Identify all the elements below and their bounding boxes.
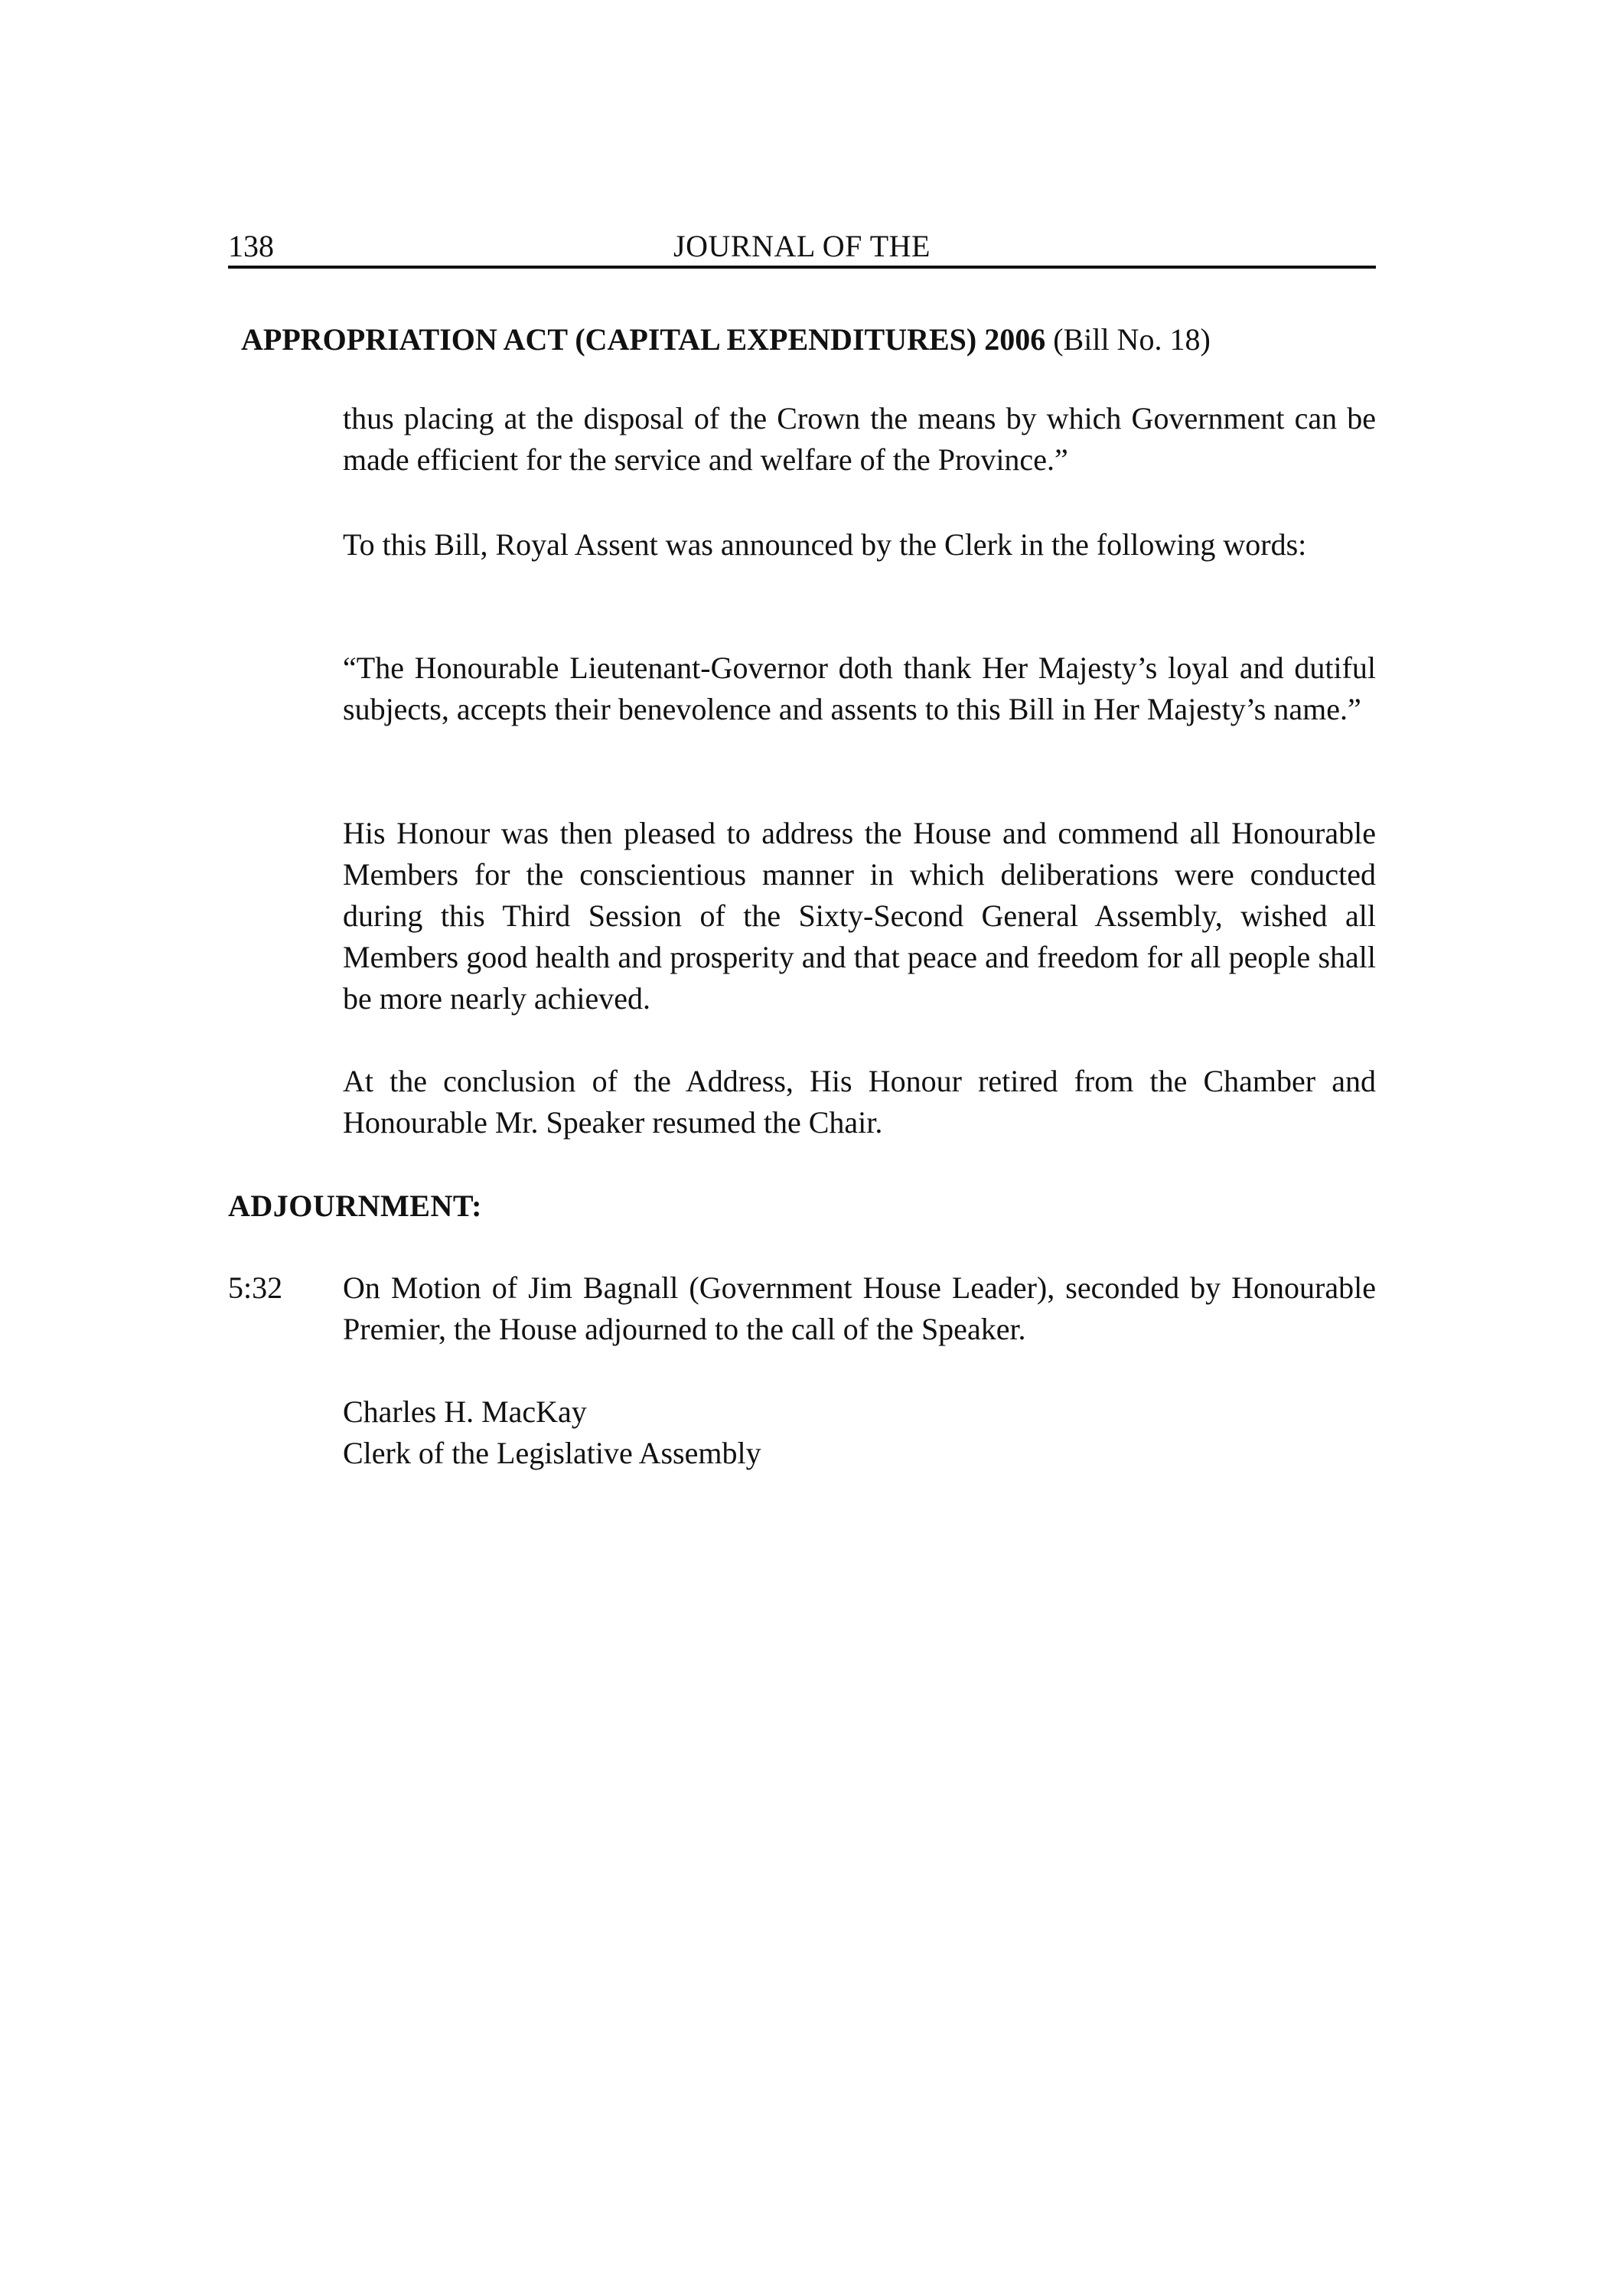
- paragraph-address: His Honour was then pleased to address the House and commend all Honourable Members for the conscientious manner in which deliberations were conducted during this Third Session of the Sixty-Second General Assembly, wished all Members good health and prosperity and that peace and freedom for all people shall be more nearly achieved.: [343, 816, 1376, 1016]
- adjournment-heading: ADJOURNMENT:: [228, 1189, 482, 1223]
- paragraph-assent-words: “The Honourable Lieutenant-Governor doth thank Her Majesty’s loyal and dutiful subjects, accepts their benevolence and assents to this Bill in Her Majesty’s name.”: [343, 651, 1376, 726]
- adjournment-time: 5:32: [228, 1270, 283, 1305]
- running-header: [228, 227, 1376, 266]
- paragraph-conclusion: At the conclusion of the Address, His Honour retired from the Chamber and Honourable Mr. Speaker resumed the Chair.: [343, 1064, 1376, 1140]
- clerk-title: Clerk of the Legislative Assembly: [343, 1436, 761, 1470]
- paragraph-crown-means: thus placing at the disposal of the Crown the means by which Government can be made efficient for the service and welfare of the Province.”: [343, 401, 1376, 477]
- header-rule: [228, 266, 1376, 269]
- journal-title: JOURNAL OF THE: [673, 229, 931, 263]
- bill-number: (Bill No. 18): [1045, 322, 1211, 357]
- paragraph-royal-assent: To this Bill, Royal Assent was announced by the Clerk in the following words:: [343, 527, 1307, 562]
- signature-block: [343, 1391, 761, 1474]
- clerk-name: Charles H. MacKay: [343, 1394, 587, 1429]
- adjournment-motion: On Motion of Jim Bagnall (Government House Leader), seconded by Honourable Premier, the House adjourned to the call of the Speaker.: [343, 1270, 1376, 1346]
- page-number: 138: [228, 229, 274, 263]
- section-title: [241, 318, 1389, 361]
- bill-title: APPROPRIATION ACT (CAPITAL EXPENDITURES) 2006: [241, 322, 1046, 357]
